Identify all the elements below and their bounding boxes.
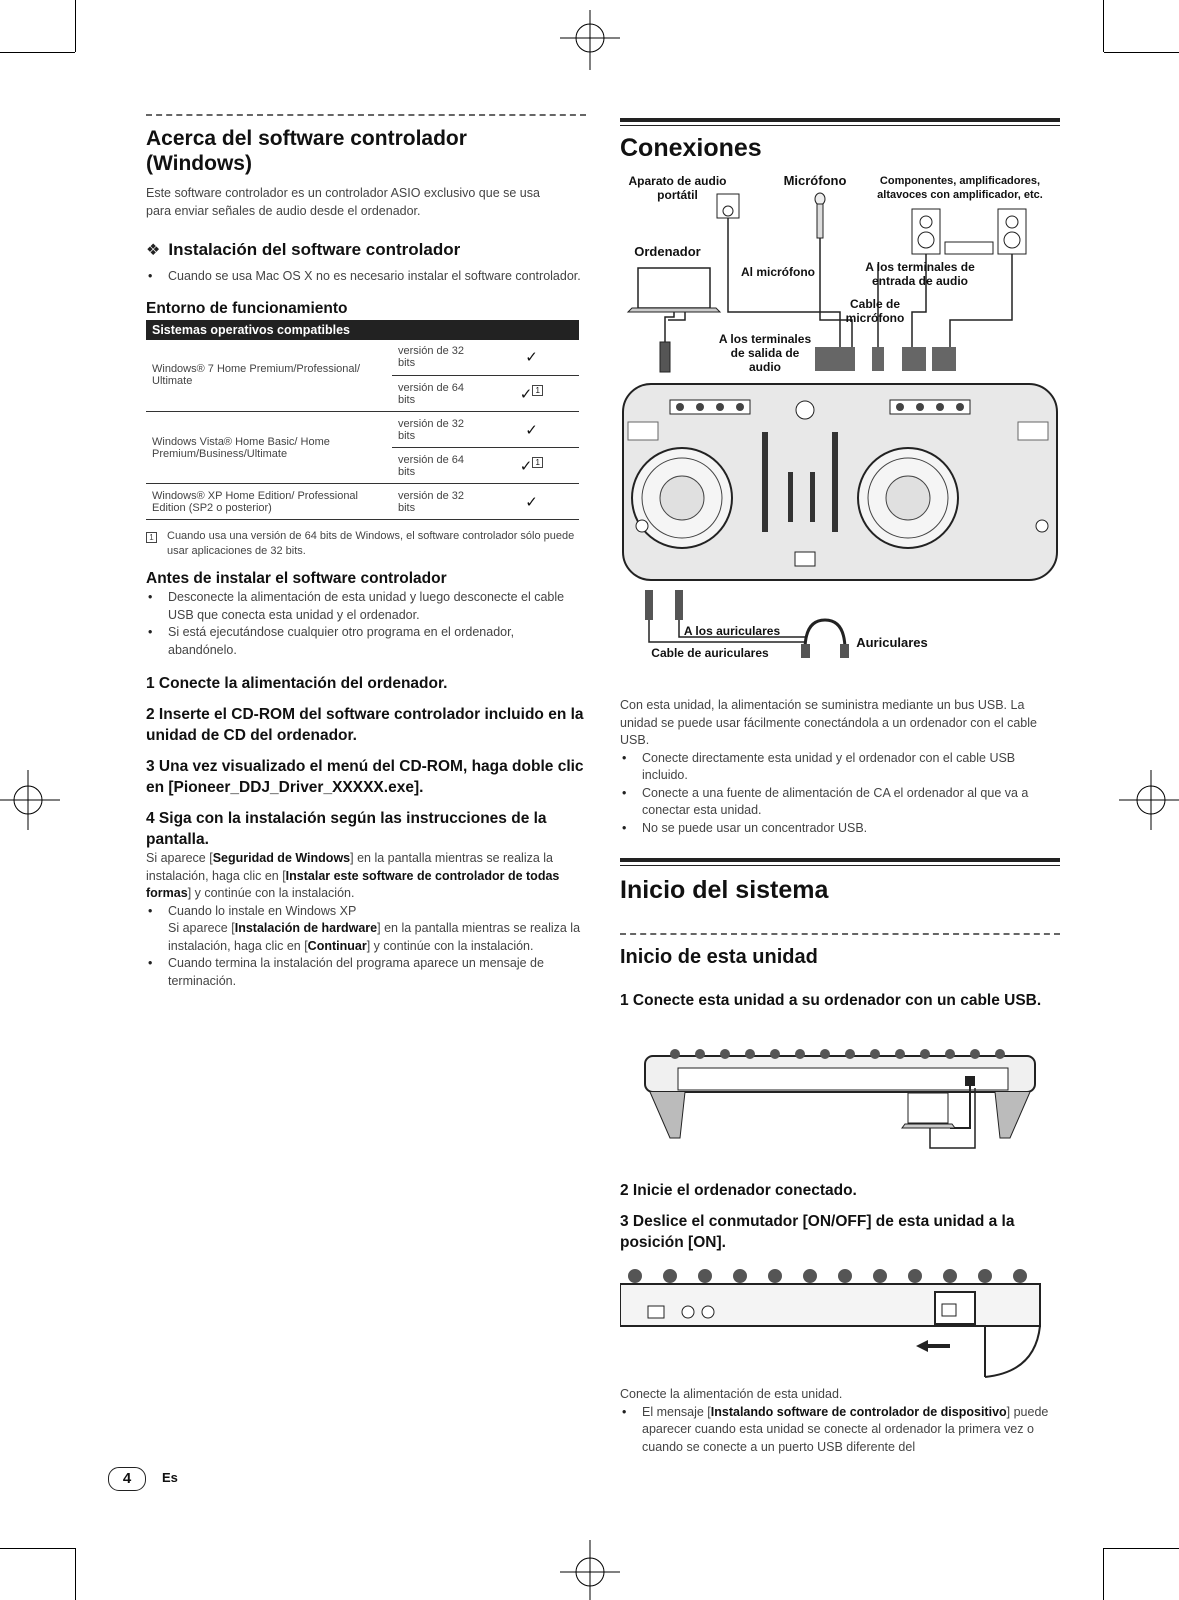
- check-icon: ✓: [484, 484, 579, 520]
- headphone-cable-label: Cable de auriculares: [651, 646, 769, 660]
- crop-mark: [75, 0, 76, 52]
- page-number: 4: [108, 1467, 146, 1491]
- step-2: 2 Inserte el CD-ROM del software controlador incluido en la unidad de CD del ordenador.: [146, 706, 584, 744]
- right-steps: [620, 1180, 1060, 1253]
- list-item: • El mensaje [Instalando software de controlador de dispositivo] puede aparecer cuando esta unidad se conecte al ordenador la primera vez o cuando se conecte a un puerto USB diferente del: [620, 1404, 1060, 1457]
- power-section: [620, 1386, 1060, 1456]
- os-cell: Windows® XP Home Edition/ Professional Edition (SP2 o posterior): [146, 484, 392, 520]
- power-text: Conecte la alimentación de esta unidad.: [620, 1387, 843, 1401]
- startup-title: Inicio del sistema: [620, 876, 829, 904]
- connections-title: Conexiones: [620, 134, 762, 162]
- section-title-line2: (Windows): [146, 152, 252, 175]
- registration-mark: [1119, 770, 1179, 830]
- mic-cable-label: Cable de micrófono: [845, 297, 905, 325]
- list-item: • Cuando termina la instalación del programa aparece un mensaje de terminación.: [146, 955, 586, 990]
- table-note-text: Cuando usa una versión de 64 bits de Windows, el software controlador sólo puede usar aplicaciones de 32 bits.: [167, 530, 575, 557]
- chapter-rule: [620, 865, 1060, 866]
- registration-mark: [560, 10, 620, 70]
- to-mic-label: Al micrófono: [741, 265, 815, 279]
- chapter-rule: [620, 118, 1060, 122]
- version-cell: versión de 32 bits: [392, 340, 484, 376]
- note-mark: 1: [532, 385, 543, 396]
- connections-diagram: [620, 172, 1065, 682]
- check-icon: ✓ 1: [484, 376, 579, 412]
- power-switch-illustration: [620, 1262, 1045, 1380]
- os-cell: Windows® 7 Home Premium/Professional/ Ultimate: [146, 340, 392, 412]
- step-1: 1 Conecte la alimentación del ordenador.: [146, 675, 448, 692]
- registration-mark: [560, 1540, 620, 1600]
- before-heading: Antes de instalar el software controlador: [146, 570, 447, 587]
- list-item: • Si está ejecutándose cualquier otro programa en el ordenador, abandónelo.: [146, 624, 586, 659]
- install-heading-text: Instalación del software controlador: [168, 240, 461, 259]
- crop-mark: [1104, 1548, 1179, 1549]
- os-cell: Windows Vista® Home Basic/ Home Premium/Business/Ultimate: [146, 412, 392, 484]
- before-bullets: [146, 589, 586, 659]
- intro-line: Este software controlador es un controlador ASIO exclusivo que se usa: [146, 186, 540, 200]
- section-divider: [146, 114, 586, 116]
- to-audio-in-label: A los terminales de entrada de audio: [865, 260, 975, 288]
- step-4: 4 Siga con la instalación según las instrucciones de la pantalla.: [146, 810, 547, 848]
- table-note: [146, 529, 586, 559]
- env-heading: Entorno de funcionamiento: [146, 299, 348, 317]
- power-bullets: [620, 1404, 1060, 1457]
- chapter-rule: [620, 125, 1060, 126]
- list-item: • Conecte directamente esta unidad y el ordenador con el cable USB incluido.: [620, 750, 1060, 785]
- unit-start-title: Inicio de esta unidad: [620, 946, 818, 968]
- version-cell: versión de 64 bits: [392, 376, 484, 412]
- crop-mark: [1103, 1548, 1104, 1600]
- right-step-1: 1 Conecte esta unidad a su ordenador con un cable USB.: [620, 992, 1042, 1009]
- version-cell: versión de 32 bits: [392, 484, 484, 520]
- step-4-text: Si aparece [Seguridad de Windows] en la pantalla mientras se realiza la instalación, haga clic en [Instalar este software de controlador de todas formas] y continúe con la instalación.: [146, 851, 560, 900]
- right-column: [620, 118, 1060, 163]
- usb-connection-illustration: [640, 1048, 1040, 1158]
- crop-mark: [0, 1548, 75, 1549]
- section-divider: [620, 933, 1060, 935]
- section-title: Acerca del software controlador: [146, 127, 467, 150]
- note-mark: 1: [532, 457, 543, 468]
- left-column: [146, 114, 586, 990]
- step-3: 3 Una vez visualizado el menú del CD-ROM, haga doble clic en [Pioneer_DDJ_Driver_XXXXX.exe].: [146, 758, 584, 796]
- version-cell: versión de 64 bits: [392, 448, 484, 484]
- list-item: • No se puede usar un concentrador USB.: [620, 820, 1060, 838]
- list-item: • Desconecte la alimentación de esta unidad y luego desconecte el cable USB que conecta esta unidad y el ordenador.: [146, 589, 586, 624]
- usb-section: [620, 697, 1060, 837]
- check-icon: ✓: [484, 340, 579, 376]
- mic-label: Micrófono: [783, 173, 847, 188]
- list-item: • Conecte a una fuente de alimentación de CA el ordenador al que va a conectar esta unidad.: [620, 785, 1060, 820]
- list-item: • Cuando lo instale en Windows XP Si aparece [Instalación de hardware] en la pantalla mientras se realiza la instalación, haga clic en [Continuar] y continúe con la instalación.: [146, 903, 586, 956]
- right-step-2: 2 Inicie el ordenador conectado.: [620, 1182, 857, 1199]
- diamond-icon: ❖: [146, 242, 161, 259]
- table-header: Sistemas operativos compatibles: [146, 320, 579, 340]
- to-audio-out-label: A los terminales de salida de audio: [718, 332, 812, 374]
- usb-bullets: [620, 750, 1060, 838]
- components-label: Componentes, amplificadores, altavoces con amplificador, etc.: [877, 175, 1043, 201]
- crop-mark: [0, 52, 75, 53]
- intro-line: para enviar señales de audio desde el ordenador.: [146, 203, 421, 218]
- os-table: [146, 320, 579, 521]
- language-label: Es: [162, 1470, 178, 1485]
- to-headphones-label: A los auriculares: [683, 624, 781, 638]
- install-bullets: [146, 268, 586, 286]
- right-step-3: 3 Deslice el conmutador [ON/OFF] de esta unidad a la posición [ON].: [620, 1213, 1015, 1251]
- install-heading: [146, 240, 586, 260]
- computer-label: Ordenador: [634, 244, 701, 259]
- portable-label: Aparato de audio portátil: [628, 174, 727, 202]
- startup-section: [620, 858, 1060, 1011]
- check-icon: ✓: [484, 412, 579, 448]
- note-mark: 1: [146, 532, 157, 543]
- headphones-label: Auriculares: [856, 635, 928, 650]
- chapter-rule: [620, 858, 1060, 862]
- check-icon: ✓ 1: [484, 448, 579, 484]
- crop-mark: [1103, 0, 1104, 52]
- version-cell: versión de 32 bits: [392, 412, 484, 448]
- xp-bullets: [146, 903, 586, 991]
- crop-mark: [1104, 52, 1179, 53]
- list-item: • Cuando se usa Mac OS X no es necesario instalar el software controlador.: [146, 268, 586, 286]
- registration-mark: [0, 770, 60, 830]
- usb-text: Con esta unidad, la alimentación se suministra mediante un bus USB. La unidad se puede usar fácilmente conectándola a un ordenador con el cable USB.: [620, 698, 1037, 747]
- crop-mark: [75, 1548, 76, 1600]
